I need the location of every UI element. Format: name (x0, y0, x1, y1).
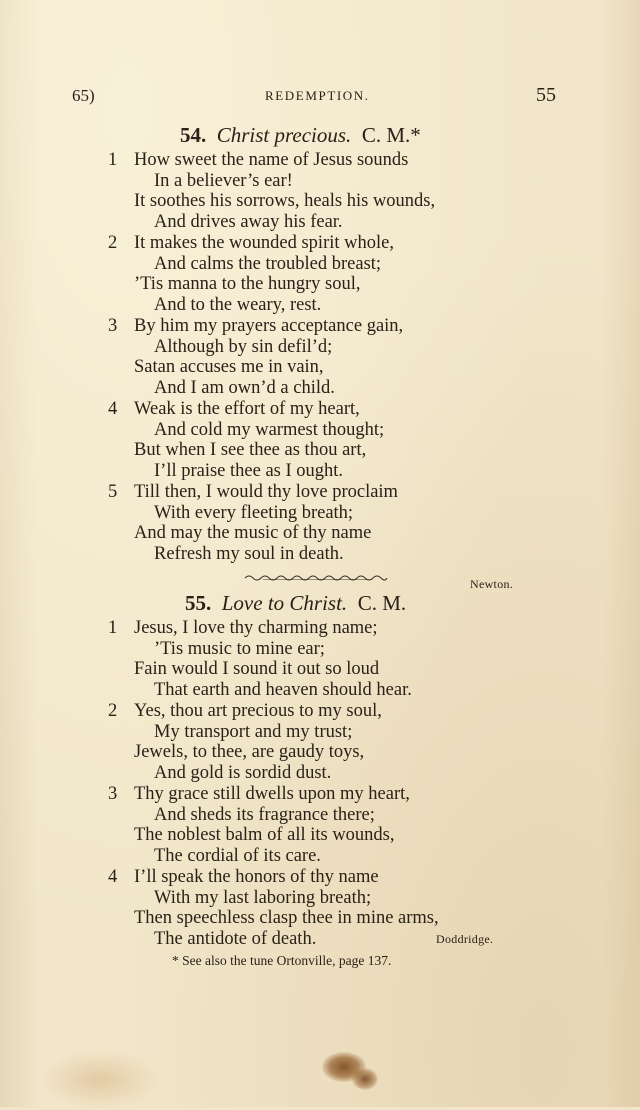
ink-stain (352, 1068, 378, 1090)
verse-line: Satan accuses me in vain, (134, 357, 324, 378)
hymn-meter: C. M.* (361, 123, 421, 147)
verse-line: And may the music of thy name (134, 523, 372, 544)
verse-line: And I am own’d a child. (154, 378, 335, 399)
ornamental-divider (243, 573, 389, 583)
stanza-number: 3 (108, 784, 118, 804)
verse-line: That earth and heaven should hear. (154, 680, 412, 701)
verse-line: Refresh my soul in death. (154, 544, 344, 565)
hymn-55-heading (185, 591, 406, 616)
verse-line: With every fleeting breath; (154, 502, 354, 523)
verse-line: In a believer’s ear! (154, 170, 293, 191)
stanza-number: 2 (108, 701, 118, 721)
footnote: * See also the tune Ortonville, page 137. (172, 953, 392, 968)
hymn-number: 54. (180, 123, 207, 147)
verse-line: Jesus, I love thy charming name; (134, 618, 378, 638)
stanza-number: 2 (108, 233, 118, 253)
hymn-55-author: Doddridge. (436, 932, 494, 946)
verse-line: Fain would I sound it out so loud (134, 659, 380, 680)
verse-line: Weak is the effort of my heart, (134, 399, 360, 419)
page-number: 55 (536, 84, 556, 106)
verse-line: By him my prayers acceptance gain, (134, 316, 404, 336)
verse-line: It soothes his sorrows, heals his wounds, (134, 191, 436, 212)
hymn-54-author: Newton. (470, 577, 514, 591)
verse-line: The cordial of its care. (154, 846, 321, 867)
stanza-number: 1 (108, 150, 118, 170)
verse-line: Thy grace still dwells upon my heart, (134, 784, 410, 804)
verse-line: Jewels, to thee, are gaudy toys, (134, 742, 365, 763)
verse-line: With my last laboring breath; (154, 887, 372, 908)
verse-line: I’ll praise thee as I ought. (154, 461, 344, 482)
foxing-stain (40, 1050, 160, 1110)
verse-line: ’Tis music to mine ear; (154, 638, 325, 659)
hymn-title: Love to Christ. (221, 591, 348, 615)
verse-line: But when I see thee as thou art, (134, 440, 367, 461)
verse-line: And gold is sordid dust. (154, 763, 332, 784)
verse-line: My transport and my trust; (154, 721, 353, 742)
verse-line: And calms the troubled breast; (154, 253, 382, 274)
verse-line: And to the weary, rest. (154, 295, 322, 316)
hymn-title: Christ precious. (216, 123, 352, 147)
stanza-number: 1 (108, 618, 118, 638)
running-title: REDEMPTION. (265, 88, 370, 103)
stanza-number: 3 (108, 316, 118, 336)
hymn-54-heading (180, 123, 421, 148)
stanza-number: 4 (108, 867, 118, 887)
verse-line: Yes, thou art precious to my soul, (134, 701, 382, 721)
stanza-number: 4 (108, 399, 118, 419)
verse-line: And cold my warmest thought; (154, 419, 385, 440)
verse-line: I’ll speak the honors of thy name (134, 867, 379, 887)
verse-line: And drives away his fear. (154, 212, 343, 233)
verse-line: The antidote of death. (154, 929, 317, 950)
hymn-meter: C. M. (357, 591, 407, 615)
previous-page-reference: 65) (72, 86, 95, 105)
hymn-number: 55. (185, 591, 212, 615)
verse-line: Till then, I would thy love proclaim (134, 482, 398, 502)
verse-line: ’Tis manna to the hungry soul, (134, 274, 361, 295)
verse-line: Then speechless clasp thee in mine arms, (134, 908, 439, 929)
verse-line: Although by sin defil’d; (154, 336, 333, 357)
verse-line: And sheds its fragrance there; (154, 804, 375, 825)
verse-line: The noblest balm of all its wounds, (134, 825, 395, 846)
verse-line: How sweet the name of Jesus sounds (134, 150, 409, 170)
verse-line: It makes the wounded spirit whole, (134, 233, 394, 253)
stanza-number: 5 (108, 482, 118, 502)
